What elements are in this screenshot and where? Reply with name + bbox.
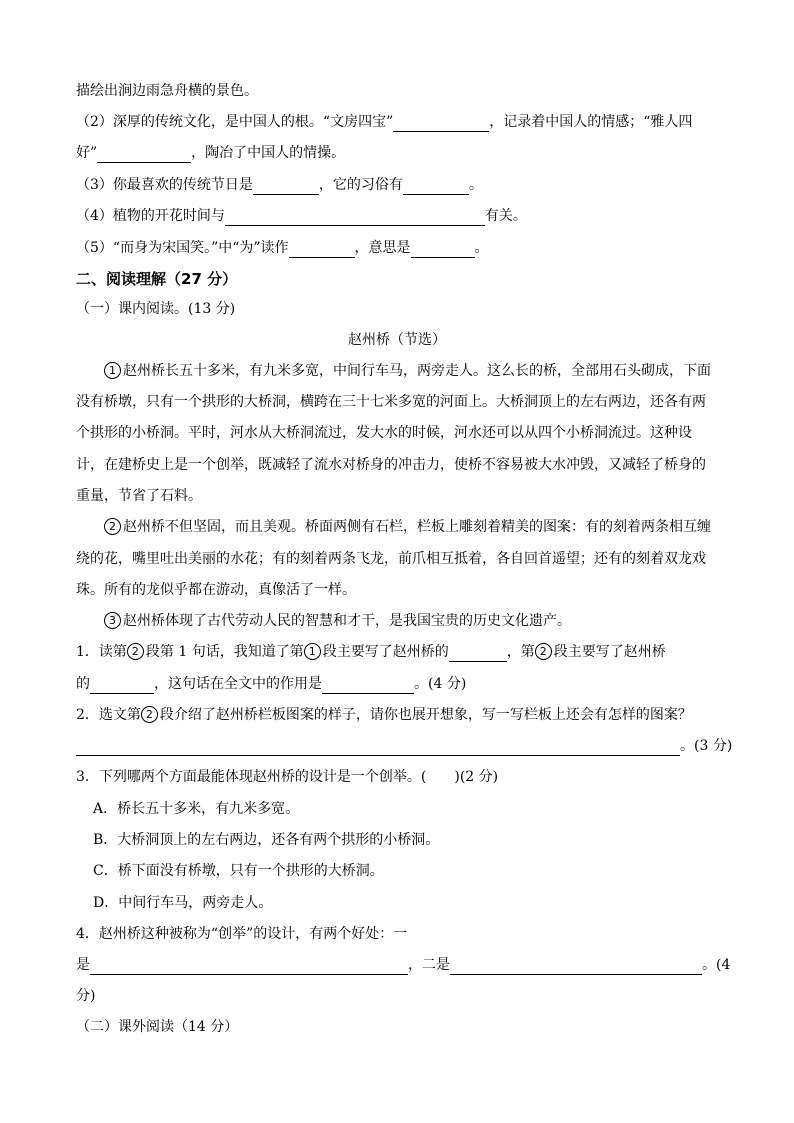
text: ，陶冶了中国人的情操。 [191, 145, 346, 161]
option-c[interactable]: C．桥下面没有桥墩，只有一个拱形的大桥洞。 [93, 863, 384, 879]
question-4-answer [76, 955, 730, 975]
text: 。(4 [702, 957, 731, 973]
answer-blank[interactable] [97, 146, 191, 163]
text: 赵州桥不但坚固，而且美观。桥面两侧有石栏，栏板上雕刻着精美的图案：有的刻着两条相互缠 [123, 519, 711, 535]
fill-in-item-4 [76, 206, 527, 226]
text: （4）植物的开花时间与 [76, 208, 225, 224]
paragraph-number: 2 [535, 643, 552, 660]
paragraph-number: 3 [104, 612, 121, 629]
question-1 [76, 642, 666, 662]
text-line: 绕的花，嘴里吐出美丽的水花；有的刻着两条飞龙，前爪相互抵着，各自回首遥望；还有的刻着双龙戏 [76, 551, 706, 567]
text: 赵州桥体现了古代劳动人民的智慧和才干，是我国宝贵的历史文化遗产。 [123, 613, 571, 629]
text: 的 [76, 676, 90, 692]
paragraph-number: 1 [104, 362, 121, 379]
text: 是 [76, 957, 90, 973]
text: 。(3 分) [680, 738, 733, 754]
paragraph-1 [104, 361, 711, 381]
fill-in-item-2-cont [76, 143, 345, 163]
text: 段主要写了赵州桥的 [322, 644, 449, 660]
question-1-cont [76, 674, 466, 694]
subsection-heading: （一）课内阅读。(13 分) [76, 301, 236, 317]
answer-blank[interactable] [76, 739, 680, 756]
answer-blank[interactable] [289, 241, 355, 258]
answer-blank[interactable] [403, 178, 469, 195]
text-line: 描绘出涧边雨急舟横的景色。 [76, 83, 258, 99]
answer-blank[interactable] [253, 178, 319, 195]
text: 段第 1 句话，我知道了第 [145, 644, 304, 660]
text: 段介绍了赵州桥栏板图案的样子，请你也展开想象，写一写栏板上还会有怎样的图案？ [159, 707, 692, 723]
text-line: 计，在建桥史上是一个创举，既减轻了流水对桥身的冲击力，使桥不容易被大水冲毁，又减轻了桥身的 [76, 457, 706, 473]
text: ，记录着中国人的情感；“雅人四 [489, 114, 693, 130]
paragraph-3 [104, 611, 571, 631]
text: ，二是 [408, 957, 450, 973]
text: 段主要写了赵州桥 [553, 644, 666, 660]
answer-blank[interactable] [225, 209, 485, 226]
section-heading: 二、阅读理解（27 分） [76, 270, 238, 288]
subsection-heading: （二）课外阅读（14 分） [76, 1019, 239, 1035]
text-line: 珠。所有的龙似乎都在游动，真像活了一样。 [76, 582, 356, 598]
fill-in-item-5 [76, 238, 489, 258]
text-line: 没有桥墩，只有一个拱形的大桥洞，横跨在三十七米多宽的河面上。大桥洞顶上的左右两边，还各有两 [76, 394, 706, 410]
text: （5）“而身为宋国笑。”中“为”读作 [76, 240, 289, 256]
text: 1．读第 [76, 644, 127, 660]
paragraph-2 [104, 517, 711, 537]
paragraph-number: 2 [104, 518, 121, 535]
answer-blank[interactable] [90, 958, 408, 975]
answer-blank[interactable] [449, 645, 507, 662]
text: （2）深厚的传统文化，是中国人的根。“文房四宝” [76, 114, 394, 130]
text-line: 分) [76, 988, 96, 1004]
answer-blank[interactable] [450, 958, 702, 975]
answer-blank[interactable] [411, 241, 475, 258]
paragraph-number: 1 [304, 643, 321, 660]
text: 。 [468, 177, 483, 193]
option-a[interactable]: A．桥长五十多米，有九米多宽。 [93, 801, 300, 817]
text: ，它的习俗有 [318, 177, 403, 193]
question-2-answer [76, 736, 732, 756]
answer-blank[interactable] [393, 115, 489, 132]
question-2 [76, 705, 692, 725]
text: 有关。 [484, 208, 527, 224]
option-d[interactable]: D．中间行车马，两旁走人。 [93, 895, 273, 911]
text: 好” [76, 145, 98, 161]
option-b[interactable]: B．大桥洞顶上的左右两边，还各有两个拱形的小桥洞。 [93, 832, 440, 848]
passage-title: 赵州桥（节选） [348, 332, 446, 348]
paragraph-number: 2 [127, 643, 144, 660]
text-line: 个拱形的小桥洞。平时，河水从大桥洞流过，发大水的时候，河水还可以从四个小桥洞流过。这种设 [76, 425, 692, 441]
text: （3）你最喜欢的传统节日是 [76, 177, 253, 193]
question-4: 4．赵州桥这种被称为“创举”的设计，有两个好处：一 [76, 926, 408, 942]
text: 赵州桥长五十多米，有九米多宽，中间行车马，两旁走人。这么长的桥，全部用石头砌成，下面 [123, 363, 711, 379]
paragraph-number: 2 [141, 706, 158, 723]
answer-blank[interactable] [90, 677, 154, 694]
text: ，这句话在全文中的作用是 [154, 676, 322, 692]
text: 。 [474, 240, 489, 256]
text: 2．选文第 [76, 707, 141, 723]
text: ，第 [506, 644, 535, 660]
fill-in-item-2 [76, 112, 692, 132]
text: ，意思是 [354, 240, 411, 256]
answer-blank[interactable] [322, 677, 414, 694]
question-3: 3．下列哪两个方面最能体现赵州桥的设计是一个创举。( )(2 分) [76, 769, 499, 785]
text-line: 重量，节省了石料。 [76, 488, 202, 504]
text: 。(4 分) [414, 676, 467, 692]
fill-in-item-3 [76, 175, 483, 195]
